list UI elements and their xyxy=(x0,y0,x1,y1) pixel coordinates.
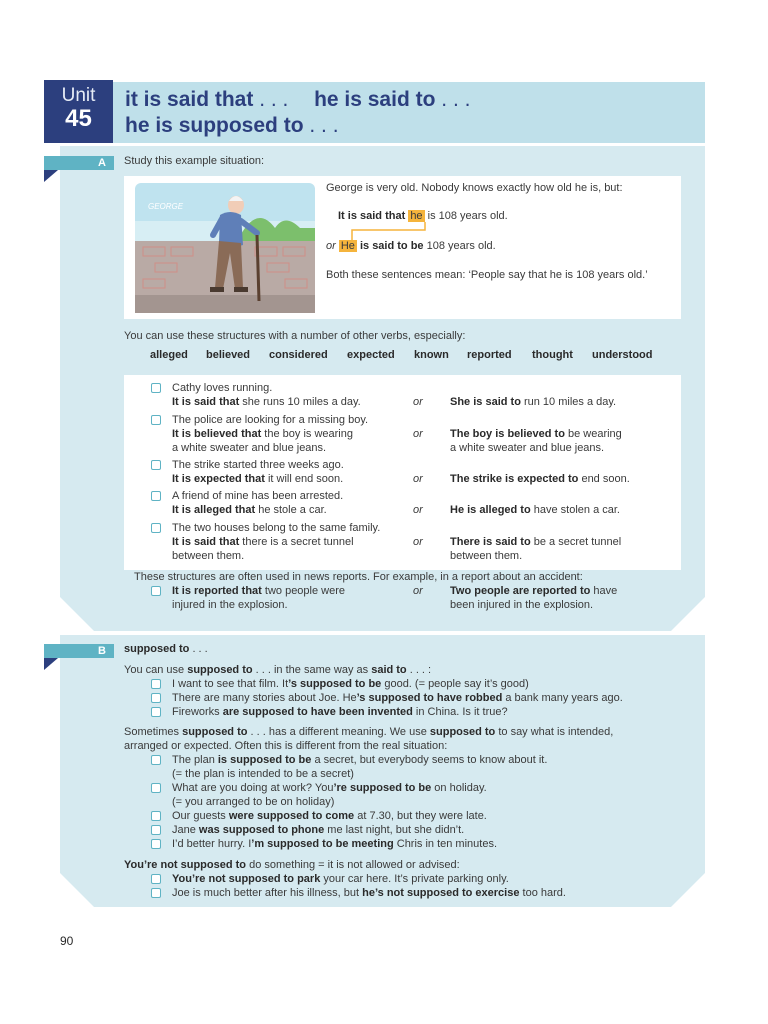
section-a-tab xyxy=(44,156,114,170)
left-rest: she runs 10 miles a day. xyxy=(239,396,361,408)
left-bold: It is said that xyxy=(172,536,240,548)
example-right xyxy=(450,427,622,441)
example-right xyxy=(450,472,630,486)
ex2-highlight: He xyxy=(340,240,355,252)
right-rest: have stolen a car. xyxy=(530,504,620,516)
list2-item xyxy=(172,809,487,823)
item-text: at 7.30, but they were late. xyxy=(354,810,487,822)
section-b-letter: B xyxy=(98,645,106,657)
item-text: a bank many years ago. xyxy=(502,692,623,704)
example-left xyxy=(172,535,354,549)
section-b-heading xyxy=(124,642,208,656)
verb-known: known xyxy=(414,349,449,361)
panel-corner xyxy=(671,597,705,631)
unit-label: Unit xyxy=(61,85,96,106)
title-dots: . . . xyxy=(303,114,339,137)
p1-bold: said to xyxy=(371,664,407,676)
section-a-letter: A xyxy=(98,157,106,169)
ex2-or: or xyxy=(326,240,336,252)
or-label: or xyxy=(413,536,423,548)
verb-considered: considered xyxy=(269,349,328,361)
ex2-rest: 108 years old. xyxy=(423,240,496,252)
or-label: or xyxy=(413,396,423,408)
p3-bold: You’re not supposed to xyxy=(124,859,247,871)
bullet-icon xyxy=(151,888,161,898)
item-bold: were supposed to come xyxy=(228,810,355,822)
item-text: in China. Is it true? xyxy=(412,706,508,718)
list3-item xyxy=(172,872,509,886)
section-b-p3 xyxy=(124,858,460,872)
ex1-highlight: he xyxy=(410,210,423,222)
heading-dots: . . . xyxy=(189,643,208,655)
left-bold: It is reported that xyxy=(172,585,262,597)
p1-text: . . . in the same way as xyxy=(252,664,372,676)
right-rest: end soon. xyxy=(578,473,630,485)
verb-expected: expected xyxy=(347,349,395,361)
example-left xyxy=(172,395,361,409)
bullet-icon xyxy=(151,460,161,470)
p2-text: . . . has a different meaning. We use xyxy=(247,726,430,738)
verb-believed: believed xyxy=(206,349,251,361)
list2-item xyxy=(172,823,464,837)
list2-item xyxy=(172,753,547,767)
item-bold: You’re not supposed to park xyxy=(172,873,321,885)
news-intro: These structures are often used in news reports. For example, in a report about an accident: xyxy=(134,571,583,583)
left-rest: the boy is wearing xyxy=(261,428,353,440)
right-bold: Two people are reported to xyxy=(450,585,591,597)
right-rest: be a secret tunnel xyxy=(530,536,622,548)
example-left xyxy=(172,503,327,517)
example-left-line2: a white sweater and blue jeans. xyxy=(172,442,327,454)
right-bold: She is said to xyxy=(450,396,521,408)
item-text: There are many stories about Joe. He xyxy=(172,692,357,704)
tab-triangle xyxy=(44,170,58,182)
item-text: your car here. It’s private parking only. xyxy=(320,873,509,885)
or-label: or xyxy=(413,473,423,485)
panel-corner xyxy=(60,597,94,631)
item-text: too hard. xyxy=(519,887,566,899)
item-text: Jane xyxy=(172,824,199,836)
title-dots: . . . xyxy=(435,88,471,111)
item-bold: is supposed to be xyxy=(217,754,312,766)
item-text: good. (= people say it’s good) xyxy=(381,678,529,690)
item-text: Joe is much better after his illness, but xyxy=(172,887,363,899)
item-bold: he’s not supposed to exercise xyxy=(362,887,520,899)
item-text: Fireworks xyxy=(172,706,223,718)
bullet-icon xyxy=(151,839,161,849)
right-bold: There is said to xyxy=(450,536,531,548)
connector-line xyxy=(349,222,439,240)
meaning-text: Both these sentences mean: ‘People say that he is 108 years old.’ xyxy=(326,269,648,281)
left-bold: It is believed that xyxy=(172,428,262,440)
list2-item xyxy=(172,837,497,851)
list2-item xyxy=(172,781,487,795)
right-bold: The strike is expected to xyxy=(450,473,579,485)
example-left-line2: between them. xyxy=(172,550,245,562)
item-text: I want to see that film. It xyxy=(172,678,289,690)
item-bold: ’m supposed to be meeting xyxy=(251,838,394,850)
bullet-icon xyxy=(151,586,161,596)
verb-alleged: alleged xyxy=(150,349,188,361)
list1-item xyxy=(172,677,529,691)
p3-text: do something = it is not allowed or advised: xyxy=(246,859,460,871)
right-rest: be wearing xyxy=(564,428,622,440)
p1-text: You can use xyxy=(124,664,188,676)
bullet-icon xyxy=(151,707,161,717)
or-label: or xyxy=(413,428,423,440)
list2-item-line2: (= you arranged to be on holiday) xyxy=(172,796,335,808)
ex2-bold: is said to be xyxy=(356,240,424,252)
news-right xyxy=(450,584,617,598)
p2-text: to say what is intended, xyxy=(495,726,614,738)
title-bar xyxy=(113,82,705,143)
title-supposed-to: he is supposed to xyxy=(125,114,304,137)
verb-understood: understood xyxy=(592,349,653,361)
item-bold: are supposed to have been invented xyxy=(222,706,413,718)
left-rest: it will end soon. xyxy=(264,473,344,485)
right-bold: The boy is believed to xyxy=(450,428,565,440)
section-a-intro: Study this example situation: xyxy=(124,155,265,167)
bullet-icon xyxy=(151,825,161,835)
item-text: Our guests xyxy=(172,810,229,822)
situation-text: George is very old. Nobody knows exactly how old he is, but: xyxy=(326,182,623,194)
example-situation: Cathy loves running. xyxy=(172,382,273,394)
item-bold: was supposed to phone xyxy=(198,824,325,836)
verb-reported: reported xyxy=(467,349,512,361)
section-b-tab xyxy=(44,644,114,658)
left-rest: there is a secret tunnel xyxy=(239,536,354,548)
item-text: The plan xyxy=(172,754,218,766)
verbs-intro: You can use these structures with a number of other verbs, especially: xyxy=(124,330,466,342)
title-line-1 xyxy=(125,88,470,112)
example-situation: The strike started three weeks ago. xyxy=(172,459,344,471)
item-text: me last night, but she didn’t. xyxy=(324,824,465,836)
item-text: Chris in ten minutes. xyxy=(393,838,498,850)
bullet-icon xyxy=(151,874,161,884)
p2-bold: supposed to xyxy=(182,726,248,738)
news-left xyxy=(172,584,345,598)
tab-triangle xyxy=(44,658,58,670)
example-left xyxy=(172,472,343,486)
example-right xyxy=(450,503,620,517)
bullet-icon xyxy=(151,491,161,501)
right-rest: run 10 miles a day. xyxy=(520,396,617,408)
bullet-icon xyxy=(151,755,161,765)
example-situation: A friend of mine has been arrested. xyxy=(172,490,344,502)
bullet-icon xyxy=(151,523,161,533)
page-number: 90 xyxy=(60,934,74,948)
section-b-p1 xyxy=(124,663,431,677)
item-text: What are you doing at work? You xyxy=(172,782,334,794)
right-bold: He is alleged to xyxy=(450,504,531,516)
title-line-2 xyxy=(125,114,339,138)
title-dots: . . . xyxy=(253,88,289,111)
p1-text: . . . : xyxy=(406,664,432,676)
section-b-p2 xyxy=(124,725,613,739)
example-right xyxy=(450,395,616,409)
list1-item xyxy=(172,691,623,705)
example-right xyxy=(450,535,621,549)
left-bold: It is expected that xyxy=(172,473,265,485)
panel-corner xyxy=(671,873,705,907)
example-sentence-2 xyxy=(326,239,496,253)
panel-corner xyxy=(60,873,94,907)
or-label: or xyxy=(413,585,423,597)
ex1-rest: is 108 years old. xyxy=(424,210,508,222)
unit-badge xyxy=(44,80,113,143)
or-label: or xyxy=(413,504,423,516)
left-bold: It is said that xyxy=(172,396,240,408)
bullet-icon xyxy=(151,783,161,793)
heading-bold: supposed to xyxy=(124,643,190,655)
illustration-label: GEORGE xyxy=(148,202,184,211)
news-left-line2: injured in the explosion. xyxy=(172,599,288,611)
left-bold: It is alleged that xyxy=(172,504,256,516)
example-right-line2: a white sweater and blue jeans. xyxy=(450,442,605,454)
right-rest: have xyxy=(590,585,618,597)
example-situation: The two houses belong to the same family. xyxy=(172,522,381,534)
example-right-line2: between them. xyxy=(450,550,523,562)
bullet-icon xyxy=(151,383,161,393)
news-right-line2: been injured in the explosion. xyxy=(450,599,594,611)
list1-item xyxy=(172,705,508,719)
item-text: I’d better hurry. I xyxy=(172,838,252,850)
title-said-that: it is said that xyxy=(125,88,254,111)
bullet-icon xyxy=(151,693,161,703)
list2-item-line2: (= the plan is intended to be a secret) xyxy=(172,768,354,780)
example-situation: The police are looking for a missing boy. xyxy=(172,414,369,426)
item-bold: ’s supposed to have robbed xyxy=(356,692,503,704)
p2-text: Sometimes xyxy=(124,726,183,738)
item-text: a secret, but everybody seems to know about it. xyxy=(311,754,548,766)
left-rest: two people were xyxy=(261,585,346,597)
left-rest: he stole a car. xyxy=(255,504,327,516)
bullet-icon xyxy=(151,415,161,425)
bullet-icon xyxy=(151,811,161,821)
item-bold: ’re supposed to be xyxy=(333,782,432,794)
bullet-icon xyxy=(151,679,161,689)
unit-number: 45 xyxy=(65,105,92,132)
example-sentence-1 xyxy=(338,209,508,223)
p1-bold: supposed to xyxy=(187,664,253,676)
list3-item xyxy=(172,886,566,900)
verb-thought: thought xyxy=(532,349,573,361)
example-left xyxy=(172,427,353,441)
section-b-p2-line2: arranged or expected. Often this is different from the real situation: xyxy=(124,740,448,752)
title-said-to: he is said to xyxy=(314,88,436,111)
ex1-bold: It is said that xyxy=(338,210,406,222)
p2-bold: supposed to xyxy=(429,726,496,738)
item-bold: ’s supposed to be xyxy=(288,678,382,690)
item-text: on holiday. xyxy=(431,782,487,794)
